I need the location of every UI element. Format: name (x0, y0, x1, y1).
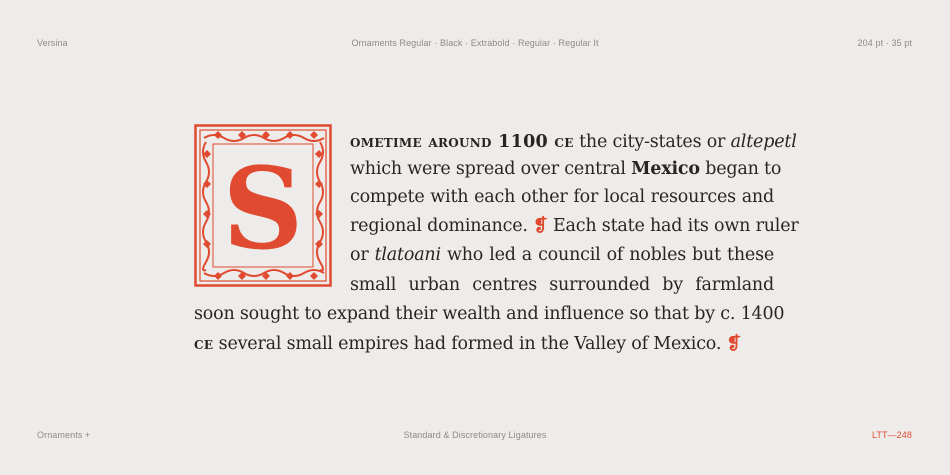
paragraph-line-7: soon sought to expand their wealth and influence so that by c. 1400 (194, 304, 785, 324)
paragraph-line-2: which were spread over central Mexico began to (350, 159, 782, 179)
pilcrow-ornament: ❡ (726, 334, 742, 354)
font-sizes: 204 pt · 35 pt (857, 38, 912, 48)
feature-label: Standard & Discretionary Ligatures (403, 430, 547, 440)
paragraph-line-1: ometime around 1100 ce the city-states or altepetl (350, 132, 797, 152)
drop-cap-letter: S (222, 144, 304, 275)
paragraph-line-3: compete with each other for local resources and (350, 187, 774, 207)
font-styles: Ornaments Regular · Black · Extrabold · Regular · Regular It (351, 38, 599, 48)
paragraph-line-4: regional dominance. ❡ Each state had its own ruler (350, 216, 799, 236)
section-label: Ornaments + (37, 430, 91, 440)
catalog-code: LTT—248 (871, 430, 912, 440)
ornamental-drop-cap (194, 124, 332, 287)
paragraph-line-6: small urban centres surrounded by farmland (350, 275, 774, 295)
paragraph-line-8: ce several small empires had formed in the Valley of Mexico. ❡ (194, 334, 742, 354)
font-name: Versina (37, 38, 68, 48)
pilcrow-ornament: ❡ (533, 216, 548, 236)
paragraph-line-5: or tlatoani who led a council of nobles but these (350, 245, 775, 265)
